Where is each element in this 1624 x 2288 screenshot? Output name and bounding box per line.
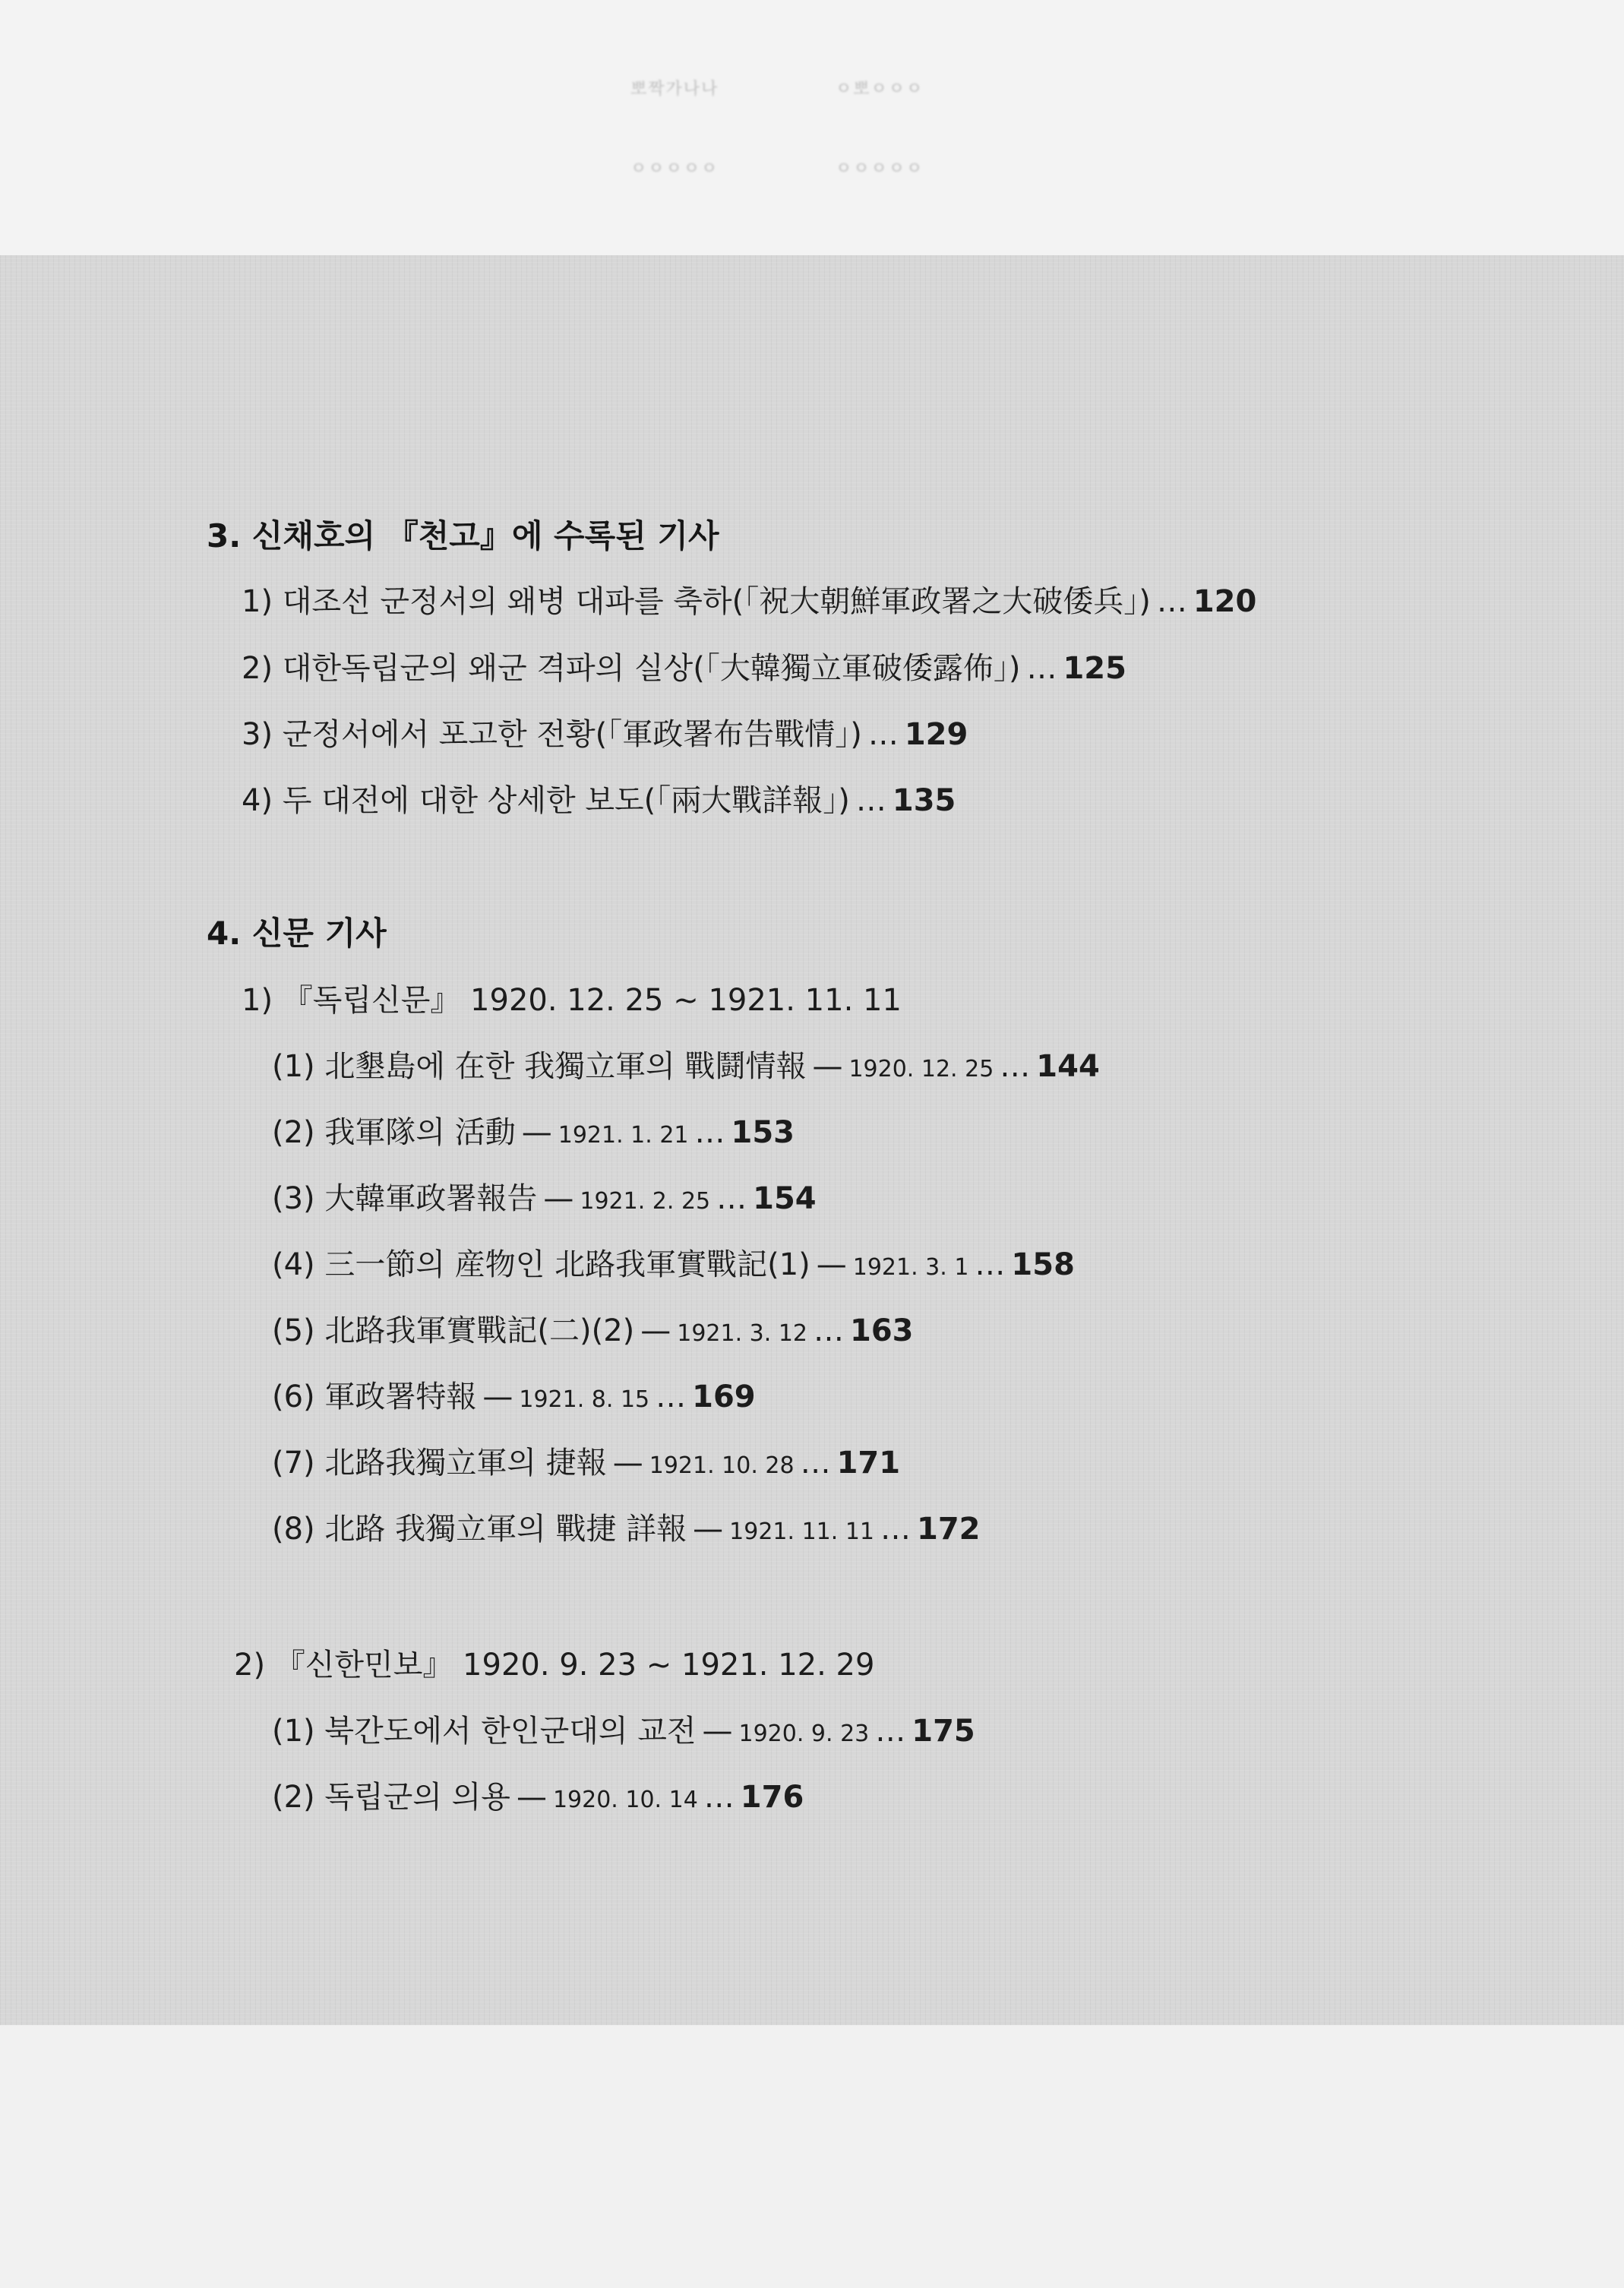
- page-number: 175: [912, 1714, 975, 1749]
- page-number: 144: [1036, 1049, 1100, 1084]
- entry-title: (8) 北路 我獨立軍의 戰捷 詳報: [272, 1512, 687, 1547]
- toc-entry[interactable]: [242, 653, 1126, 684]
- page-number: 158: [1011, 1247, 1075, 1282]
- toc-entry[interactable]: [272, 1313, 914, 1348]
- bleed-through-text: ㅇㅇㅇㅇㅇ: [630, 160, 719, 179]
- leader-dots: …: [703, 1780, 735, 1815]
- entry-title: (4) 三一節의 産物인 北路我軍實戰記(1): [272, 1247, 810, 1282]
- entry-date: 1920. 10. 14: [552, 1787, 698, 1813]
- leader-dots: …: [716, 1181, 747, 1216]
- dash-separator: —: [543, 1181, 574, 1216]
- page-number: 172: [917, 1512, 981, 1547]
- page-number: 135: [892, 783, 956, 818]
- page-number: 153: [731, 1115, 795, 1150]
- entry-date: 1921. 10. 28: [649, 1452, 795, 1479]
- bleed-through-text: ㅇㅇㅇㅇㅇ: [836, 160, 924, 179]
- leader-dots: …: [855, 783, 886, 818]
- dash-separator: —: [812, 1049, 843, 1084]
- entry-title: 2) 대한독립군의 왜군 격파의 실상(「大韓獨立軍破倭露佈」): [242, 651, 1021, 686]
- entry-date: 1921. 1. 21: [558, 1122, 689, 1149]
- entry-title: (6) 軍政署特報: [272, 1379, 477, 1414]
- entry-date: 1921. 3. 12: [677, 1320, 808, 1347]
- leader-dots: …: [814, 1313, 845, 1348]
- page-number: 154: [753, 1181, 817, 1216]
- toc-entry[interactable]: [242, 586, 1256, 617]
- entry-date: 1921. 8. 15: [519, 1386, 650, 1413]
- toc-entry[interactable]: [272, 1181, 817, 1216]
- leader-dots: …: [1026, 651, 1057, 686]
- entry-title: 3) 군정서에서 포고한 전황(「軍政署布告戰情」): [242, 717, 862, 752]
- leader-dots: …: [867, 717, 899, 752]
- page-number: 163: [850, 1313, 914, 1348]
- toc-entry[interactable]: [272, 1379, 756, 1414]
- dash-separator: —: [521, 1115, 552, 1150]
- leader-dots: …: [694, 1115, 725, 1150]
- toc-entry[interactable]: [272, 1117, 795, 1148]
- toc-entry[interactable]: [242, 785, 956, 816]
- page-number: 176: [740, 1780, 804, 1815]
- entry-title: 4) 두 대전에 대한 상세한 보도(「兩大戰詳報」): [242, 783, 850, 818]
- dash-separator: —: [702, 1714, 733, 1749]
- entry-date: 1921. 11. 11: [729, 1518, 875, 1545]
- entry-date: 1920. 9. 23: [738, 1721, 870, 1747]
- bleed-through-text: 뽀짝가나나: [630, 80, 719, 99]
- entry-date: 1921. 2. 25: [580, 1188, 711, 1215]
- entry-title: 1) 대조선 군정서의 왜병 대파를 축하(「祝大朝鮮軍政署之大破倭兵」): [242, 584, 1151, 619]
- dash-separator: —: [693, 1512, 724, 1547]
- leader-dots: …: [800, 1446, 831, 1481]
- leader-dots: …: [656, 1379, 687, 1414]
- page-number: 171: [836, 1446, 901, 1481]
- entry-title: (7) 北路我獨立軍의 捷報: [272, 1446, 607, 1481]
- dash-separator: —: [816, 1247, 847, 1282]
- subsection-heading: 2) 『신한민보』 1920. 9. 23 ~ 1921. 12. 29: [234, 1648, 875, 1683]
- toc-entry[interactable]: [272, 1247, 1075, 1282]
- leader-dots: …: [1156, 584, 1187, 619]
- page-number: 125: [1063, 651, 1126, 686]
- entry-title: (1) 北墾島에 在한 我獨立軍의 戰鬪情報: [272, 1049, 807, 1084]
- entry-title: (5) 北路我軍實戰記(二)(2): [272, 1313, 635, 1348]
- section-heading: 3. 신채호의 『천고』에 수록된 기사: [207, 517, 719, 555]
- toc-entry[interactable]: [272, 1512, 981, 1547]
- entry-title: (1) 북간도에서 한인군대의 교전: [272, 1714, 697, 1749]
- section-heading: 4. 신문 기사: [207, 915, 387, 952]
- entry-title: (2) 독립군의 의용: [272, 1780, 510, 1815]
- toc-entry[interactable]: [242, 719, 968, 750]
- toc-entry[interactable]: [272, 1714, 975, 1749]
- leader-dots: …: [880, 1512, 912, 1547]
- toc-entry[interactable]: [272, 1051, 1100, 1082]
- toc-entry[interactable]: [272, 1446, 901, 1481]
- entry-title: (2) 我軍隊의 活動: [272, 1115, 516, 1150]
- dash-separator: —: [482, 1379, 513, 1414]
- subsection-heading: 1) 『독립신문』 1920. 12. 25 ~ 1921. 11. 11: [242, 983, 902, 1018]
- toc-entry[interactable]: [272, 1780, 804, 1815]
- dash-separator: —: [612, 1446, 643, 1481]
- dash-separator: —: [640, 1313, 671, 1348]
- page-number: 169: [692, 1379, 756, 1414]
- leader-dots: …: [975, 1247, 1006, 1282]
- page-number: 129: [904, 717, 968, 752]
- leader-dots: …: [1000, 1049, 1031, 1084]
- dash-separator: —: [516, 1780, 547, 1815]
- page-number: 120: [1193, 584, 1257, 619]
- entry-date: 1920. 12. 25: [848, 1056, 994, 1082]
- entry-title: (3) 大韓軍政署報告: [272, 1181, 538, 1216]
- leader-dots: …: [875, 1714, 906, 1749]
- entry-date: 1921. 3. 1: [852, 1254, 969, 1281]
- bleed-through-text: ㅇ뽀ㅇㅇㅇ: [836, 80, 924, 99]
